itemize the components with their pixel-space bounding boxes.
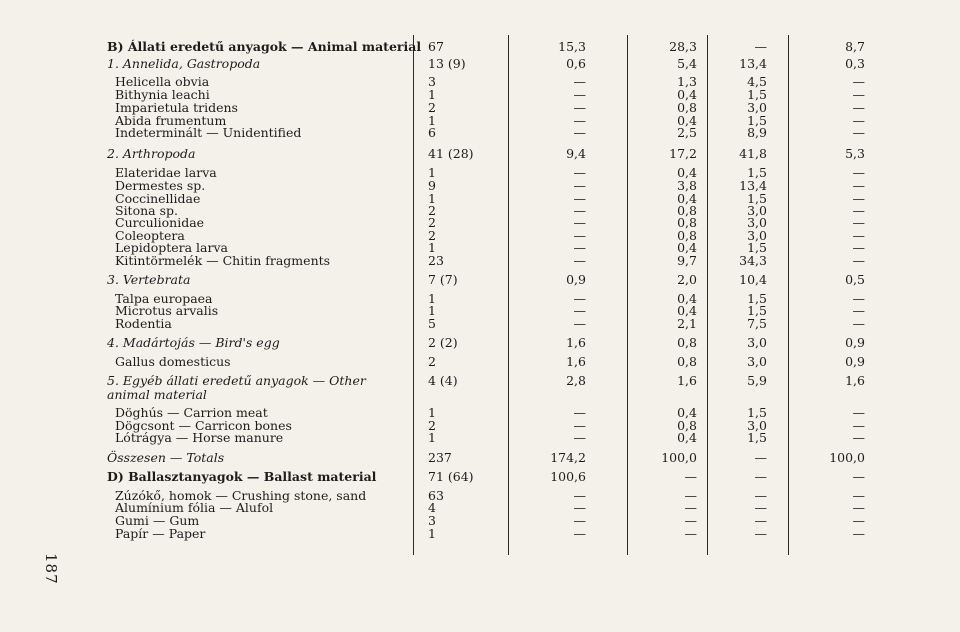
row-label: D) Ballasztanyagok — Ballast material [107, 469, 377, 484]
percent-cell-4: 5,3 [845, 146, 865, 161]
percent-cell-2: — [684, 488, 697, 503]
count-cell: 2 [428, 228, 436, 243]
percent-cell-3: 3,0 [747, 203, 767, 218]
percent-cell-1: — [573, 113, 586, 128]
percent-cell-1: — [573, 125, 586, 140]
row-label: Alumínium fólia — Alufol [115, 500, 274, 515]
percent-cell-2: 0,4 [677, 430, 697, 445]
row-label: Bithynia leachi [115, 87, 210, 102]
percent-cell-4: 8,7 [845, 39, 865, 54]
percent-cell-1: 1,6 [566, 335, 586, 350]
count-cell: 23 [428, 253, 444, 268]
percent-cell-3: — [754, 469, 767, 484]
percent-cell-2: 0,4 [677, 291, 697, 306]
row-label: Gallus domesticus [115, 354, 231, 369]
percent-cell-4: — [852, 178, 865, 193]
percent-cell-3: 1,5 [747, 87, 767, 102]
percent-cell-3: 8,9 [747, 125, 767, 140]
count-cell: 9 [428, 178, 436, 193]
table-row [0, 527, 960, 541]
count-cell: 67 [428, 39, 444, 54]
percent-cell-4: — [852, 526, 865, 541]
percent-cell-2: 0,4 [677, 165, 697, 180]
percent-cell-1: 9,4 [566, 146, 586, 161]
percent-cell-1: 0,6 [566, 56, 586, 71]
count-cell: 1 [428, 240, 436, 255]
row-label: Kitintörmelék — Chitin fragments [115, 253, 331, 268]
row-label: Coleoptera [115, 228, 185, 243]
percent-cell-4: — [852, 203, 865, 218]
count-cell: 2 [428, 418, 436, 433]
percent-cell-2: 0,4 [677, 113, 697, 128]
percent-cell-1: — [573, 513, 586, 528]
percent-cell-4: — [852, 500, 865, 515]
table-row [0, 147, 960, 161]
percent-cell-4: — [852, 469, 865, 484]
percent-cell-3: 1,5 [747, 191, 767, 206]
percent-cell-2: — [684, 500, 697, 515]
percent-cell-4: — [852, 303, 865, 318]
table-row [0, 431, 960, 445]
percent-cell-1: — [573, 178, 586, 193]
row-label: 1. Annelida, Gastropoda [107, 56, 261, 71]
percent-cell-3: 5,9 [747, 373, 767, 388]
table-row [0, 374, 960, 388]
percent-cell-3: 34,3 [739, 253, 767, 268]
percent-cell-2: 5,4 [677, 56, 697, 71]
percent-cell-1: 15,3 [558, 39, 586, 54]
percent-cell-3: 1,5 [747, 240, 767, 255]
count-cell: 2 [428, 100, 436, 115]
row-label: 3. Vertebrata [107, 272, 191, 287]
percent-cell-3: 7,5 [747, 316, 767, 331]
count-cell: 1 [428, 430, 436, 445]
percent-cell-4: — [852, 405, 865, 420]
row-label: Összesen — Totals [107, 450, 225, 465]
percent-cell-3: 1,5 [747, 430, 767, 445]
table-row [0, 355, 960, 369]
row-label: Elateridae larva [115, 165, 217, 180]
count-cell: 2 [428, 215, 436, 230]
row-label: Coccinellidae [115, 191, 201, 206]
row-label: Helicella obvia [115, 74, 210, 89]
percent-cell-4: — [852, 488, 865, 503]
percent-cell-4: — [852, 165, 865, 180]
percent-cell-4: — [852, 253, 865, 268]
row-label: 4. Madártojás — Bird's egg [107, 335, 280, 350]
percent-cell-2: 2,1 [677, 316, 697, 331]
percent-cell-2: 28,3 [669, 39, 697, 54]
count-cell: 1 [428, 165, 436, 180]
percent-cell-3: 1,5 [747, 291, 767, 306]
percent-cell-3: 3,0 [747, 228, 767, 243]
percent-cell-1: — [573, 316, 586, 331]
percent-cell-1: — [573, 526, 586, 541]
percent-cell-2: 0,4 [677, 303, 697, 318]
count-cell: 6 [428, 125, 436, 140]
percent-cell-4: — [852, 125, 865, 140]
table-row [0, 336, 960, 350]
count-cell: 1 [428, 113, 436, 128]
percent-cell-3: — [754, 500, 767, 515]
percent-cell-2: 3,8 [677, 178, 697, 193]
percent-cell-1: — [573, 418, 586, 433]
percent-cell-2: — [684, 513, 697, 528]
percent-cell-3: 3,0 [747, 215, 767, 230]
percent-cell-2: 1,6 [677, 373, 697, 388]
percent-cell-4: 0,9 [845, 335, 865, 350]
count-cell: 71 (64) [428, 469, 474, 484]
percent-cell-3: — [754, 526, 767, 541]
percent-cell-4: — [852, 291, 865, 306]
count-cell: 1 [428, 191, 436, 206]
row-label: Sitona sp. [115, 203, 178, 218]
count-cell: 41 (28) [428, 146, 474, 161]
percent-cell-1: — [573, 215, 586, 230]
percent-cell-1: 2,8 [566, 373, 586, 388]
count-cell: 4 (4) [428, 373, 458, 388]
count-cell: 2 [428, 203, 436, 218]
percent-cell-1: — [573, 240, 586, 255]
row-label: Lepidoptera larva [115, 240, 228, 255]
percent-cell-1: — [573, 488, 586, 503]
percent-cell-3: 3,0 [747, 335, 767, 350]
row-label: Lótrágya — Horse manure [115, 430, 284, 445]
row-label: Papír — Paper [115, 526, 206, 541]
percent-cell-4: — [852, 228, 865, 243]
percent-cell-3: 13,4 [739, 178, 767, 193]
percent-cell-1: 174,2 [550, 450, 586, 465]
percent-cell-1: — [573, 165, 586, 180]
percent-cell-1: — [573, 500, 586, 515]
percent-cell-4: 1,6 [845, 373, 865, 388]
percent-cell-1: — [573, 74, 586, 89]
percent-cell-1: — [573, 203, 586, 218]
percent-cell-2: 1,3 [677, 74, 697, 89]
table-row [0, 317, 960, 331]
percent-cell-2: 0,4 [677, 405, 697, 420]
percent-cell-2: 2,0 [677, 272, 697, 287]
percent-cell-1: — [573, 430, 586, 445]
count-cell: 2 (2) [428, 335, 458, 350]
percent-cell-2: 0,4 [677, 240, 697, 255]
count-cell: 3 [428, 74, 436, 89]
page-number: 187 [42, 553, 60, 585]
percent-cell-4: — [852, 513, 865, 528]
percent-cell-2: 0,8 [677, 418, 697, 433]
row-label: Gumi — Gum [115, 513, 200, 528]
row-label: 2. Arthropoda [107, 146, 196, 161]
count-cell: 63 [428, 488, 444, 503]
percent-cell-3: 1,5 [747, 165, 767, 180]
percent-cell-3: 10,4 [739, 272, 767, 287]
count-cell: 13 (9) [428, 56, 466, 71]
percent-cell-4: — [852, 74, 865, 89]
percent-cell-1: 0,9 [566, 272, 586, 287]
count-cell: 7 (7) [428, 272, 458, 287]
percent-cell-3: 13,4 [739, 56, 767, 71]
table-row [0, 126, 960, 140]
percent-cell-2: 0,8 [677, 335, 697, 350]
table-row [0, 451, 960, 465]
row-label: Dögcsont — Carricon bones [115, 418, 292, 433]
percent-cell-2: 0,8 [677, 203, 697, 218]
row-label: Microtus arvalis [115, 303, 219, 318]
row-label: Dermestes sp. [115, 178, 206, 193]
table-row [0, 470, 960, 484]
percent-cell-4: — [852, 316, 865, 331]
count-cell: 1 [428, 405, 436, 420]
percent-cell-1: — [573, 291, 586, 306]
percent-cell-1: — [573, 303, 586, 318]
percent-cell-3: 3,0 [747, 354, 767, 369]
percent-cell-4: 100,0 [829, 450, 865, 465]
percent-cell-4: — [852, 430, 865, 445]
percent-cell-1: — [573, 405, 586, 420]
percent-cell-3: 1,5 [747, 303, 767, 318]
percent-cell-3: 3,0 [747, 100, 767, 115]
percent-cell-2: — [684, 469, 697, 484]
percent-cell-4: — [852, 215, 865, 230]
percent-cell-2: 2,5 [677, 125, 697, 140]
percent-cell-4: — [852, 191, 865, 206]
count-cell: 1 [428, 291, 436, 306]
percent-cell-1: — [573, 228, 586, 243]
row-label: Rodentia [115, 316, 172, 331]
percent-cell-2: 0,8 [677, 100, 697, 115]
percent-cell-1: 1,6 [566, 354, 586, 369]
percent-cell-2: 0,4 [677, 191, 697, 206]
percent-cell-4: — [852, 418, 865, 433]
count-cell: 2 [428, 354, 436, 369]
percent-cell-4: 0,5 [845, 272, 865, 287]
percent-cell-3: 3,0 [747, 418, 767, 433]
row-label: 5. Egyéb állati eredetű anyagok — Other [107, 373, 366, 388]
percent-cell-1: — [573, 253, 586, 268]
percent-cell-2: 9,7 [677, 253, 697, 268]
row-label: Abida frumentum [115, 113, 227, 128]
count-cell: 4 [428, 500, 436, 515]
percent-cell-1: — [573, 87, 586, 102]
table-row [0, 57, 960, 71]
percent-cell-4: — [852, 100, 865, 115]
percent-cell-2: 0,8 [677, 228, 697, 243]
row-label: Zúzókő, homok — Crushing stone, sand [115, 488, 367, 503]
percent-cell-4: — [852, 113, 865, 128]
percent-cell-4: 0,9 [845, 354, 865, 369]
percent-cell-2: 0,8 [677, 215, 697, 230]
count-cell: 3 [428, 513, 436, 528]
row-label: Döghús — Carrion meat [115, 405, 268, 420]
percent-cell-4: — [852, 240, 865, 255]
percent-cell-1: — [573, 100, 586, 115]
percent-cell-2: 0,8 [677, 354, 697, 369]
percent-cell-3: 1,5 [747, 405, 767, 420]
count-cell: 1 [428, 526, 436, 541]
percent-cell-1: 100,6 [550, 469, 586, 484]
percent-cell-3: — [754, 513, 767, 528]
count-cell: 5 [428, 316, 436, 331]
row-label: Talpa europaea [115, 291, 213, 306]
percent-cell-3: 4,5 [747, 74, 767, 89]
percent-cell-3: — [754, 450, 767, 465]
row-label: B) Állati eredetű anyagok — Animal material [107, 39, 422, 54]
table-row [0, 273, 960, 287]
row-label: Imparietula tridens [115, 100, 238, 115]
row-label: Curculionidae [115, 215, 205, 230]
percent-cell-4: — [852, 87, 865, 102]
count-cell: 1 [428, 87, 436, 102]
percent-cell-3: 41,8 [739, 146, 767, 161]
percent-cell-2: 100,0 [661, 450, 697, 465]
table-row [0, 254, 960, 268]
percent-cell-2: 17,2 [669, 146, 697, 161]
count-cell: 237 [428, 450, 452, 465]
percent-cell-2: — [684, 526, 697, 541]
percent-cell-1: — [573, 191, 586, 206]
table-row [0, 388, 960, 402]
row-label: animal material [107, 387, 207, 402]
table-row [0, 40, 960, 54]
percent-cell-3: — [754, 488, 767, 503]
percent-cell-4: 0,3 [845, 56, 865, 71]
count-cell: 1 [428, 303, 436, 318]
percent-cell-3: 1,5 [747, 113, 767, 128]
percent-cell-3: — [754, 39, 767, 54]
percent-cell-2: 0,4 [677, 87, 697, 102]
row-label: Indeterminált — Unidentified [115, 125, 302, 140]
